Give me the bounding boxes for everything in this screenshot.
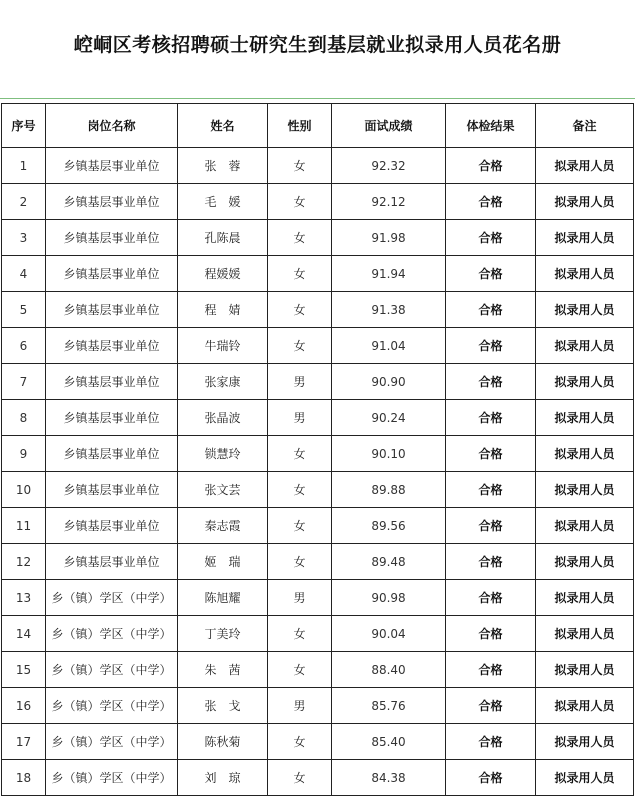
cell-result: 合格 (446, 292, 536, 328)
cell-name: 张文芸 (178, 472, 268, 508)
cell-note: 拟录用人员 (536, 580, 634, 616)
cell-result: 合格 (446, 724, 536, 760)
cell-gender: 男 (268, 400, 332, 436)
cell-result: 合格 (446, 544, 536, 580)
cell-note: 拟录用人员 (536, 652, 634, 688)
cell-note: 拟录用人员 (536, 688, 634, 724)
cell-score: 90.10 (332, 436, 446, 472)
cell-note: 拟录用人员 (536, 328, 634, 364)
cell-seq: 6 (2, 328, 46, 364)
cell-score: 84.38 (332, 760, 446, 796)
cell-name: 姬 瑞 (178, 544, 268, 580)
cell-position: 乡镇基层事业单位 (46, 256, 178, 292)
cell-gender: 男 (268, 688, 332, 724)
table-row (2, 652, 634, 688)
cell-result: 合格 (446, 364, 536, 400)
header-score: 面试成绩 (332, 104, 446, 148)
cell-gender: 女 (268, 436, 332, 472)
cell-result: 合格 (446, 256, 536, 292)
cell-seq: 14 (2, 616, 46, 652)
cell-gender: 女 (268, 292, 332, 328)
cell-seq: 15 (2, 652, 46, 688)
cell-result: 合格 (446, 580, 536, 616)
cell-score: 85.76 (332, 688, 446, 724)
cell-note: 拟录用人员 (536, 760, 634, 796)
cell-position: 乡镇基层事业单位 (46, 148, 178, 184)
cell-score: 89.56 (332, 508, 446, 544)
cell-gender: 女 (268, 508, 332, 544)
cell-seq: 16 (2, 688, 46, 724)
cell-name: 秦志霞 (178, 508, 268, 544)
table-row (2, 760, 634, 796)
cell-score: 91.04 (332, 328, 446, 364)
cell-name: 张 蓉 (178, 148, 268, 184)
cell-seq: 5 (2, 292, 46, 328)
table-row (2, 508, 634, 544)
cell-seq: 3 (2, 220, 46, 256)
table-row (2, 220, 634, 256)
cell-note: 拟录用人员 (536, 148, 634, 184)
header-gender: 性别 (268, 104, 332, 148)
cell-score: 89.88 (332, 472, 446, 508)
cell-result: 合格 (446, 436, 536, 472)
cell-result: 合格 (446, 508, 536, 544)
cell-note: 拟录用人员 (536, 292, 634, 328)
cell-gender: 女 (268, 220, 332, 256)
cell-result: 合格 (446, 472, 536, 508)
cell-result: 合格 (446, 616, 536, 652)
cell-position: 乡（镇）学区（中学） (46, 652, 178, 688)
cell-position: 乡镇基层事业单位 (46, 220, 178, 256)
cell-score: 90.98 (332, 580, 446, 616)
cell-seq: 2 (2, 184, 46, 220)
cell-result: 合格 (446, 400, 536, 436)
cell-note: 拟录用人员 (536, 256, 634, 292)
cell-position: 乡镇基层事业单位 (46, 292, 178, 328)
cell-position: 乡镇基层事业单位 (46, 436, 178, 472)
cell-position: 乡镇基层事业单位 (46, 400, 178, 436)
cell-note: 拟录用人员 (536, 472, 634, 508)
cell-name: 张晶波 (178, 400, 268, 436)
table-row (2, 148, 634, 184)
table-row (2, 364, 634, 400)
cell-seq: 8 (2, 400, 46, 436)
cell-name: 毛 媛 (178, 184, 268, 220)
cell-score: 89.48 (332, 544, 446, 580)
cell-name: 张家康 (178, 364, 268, 400)
cell-note: 拟录用人员 (536, 436, 634, 472)
cell-gender: 女 (268, 724, 332, 760)
cell-name: 程 婧 (178, 292, 268, 328)
cell-gender: 女 (268, 184, 332, 220)
cell-name: 朱 茜 (178, 652, 268, 688)
header-divider (0, 98, 635, 99)
cell-seq: 7 (2, 364, 46, 400)
cell-seq: 9 (2, 436, 46, 472)
table-body (2, 148, 634, 796)
table-row (2, 400, 634, 436)
cell-gender: 女 (268, 328, 332, 364)
cell-name: 丁美玲 (178, 616, 268, 652)
cell-score: 90.90 (332, 364, 446, 400)
cell-gender: 女 (268, 472, 332, 508)
header-name: 姓名 (178, 104, 268, 148)
cell-seq: 12 (2, 544, 46, 580)
table-row (2, 724, 634, 760)
cell-position: 乡（镇）学区（中学） (46, 760, 178, 796)
cell-seq: 10 (2, 472, 46, 508)
cell-position: 乡（镇）学区（中学） (46, 616, 178, 652)
cell-position: 乡镇基层事业单位 (46, 472, 178, 508)
cell-score: 90.24 (332, 400, 446, 436)
table-row (2, 184, 634, 220)
cell-name: 陈旭耀 (178, 580, 268, 616)
cell-seq: 4 (2, 256, 46, 292)
cell-result: 合格 (446, 220, 536, 256)
cell-seq: 17 (2, 724, 46, 760)
cell-gender: 女 (268, 148, 332, 184)
cell-note: 拟录用人员 (536, 508, 634, 544)
cell-position: 乡镇基层事业单位 (46, 364, 178, 400)
cell-position: 乡（镇）学区（中学） (46, 580, 178, 616)
header-seq: 序号 (2, 104, 46, 148)
cell-result: 合格 (446, 328, 536, 364)
cell-position: 乡镇基层事业单位 (46, 544, 178, 580)
cell-seq: 1 (2, 148, 46, 184)
cell-score: 90.04 (332, 616, 446, 652)
cell-score: 91.38 (332, 292, 446, 328)
cell-name: 陈秋菊 (178, 724, 268, 760)
cell-note: 拟录用人员 (536, 616, 634, 652)
cell-result: 合格 (446, 760, 536, 796)
cell-gender: 女 (268, 544, 332, 580)
cell-name: 张 戈 (178, 688, 268, 724)
cell-name: 牛瑞铃 (178, 328, 268, 364)
table-row (2, 472, 634, 508)
cell-position: 乡镇基层事业单位 (46, 508, 178, 544)
cell-score: 88.40 (332, 652, 446, 688)
cell-seq: 11 (2, 508, 46, 544)
cell-note: 拟录用人员 (536, 220, 634, 256)
cell-position: 乡（镇）学区（中学） (46, 724, 178, 760)
cell-score: 92.12 (332, 184, 446, 220)
cell-result: 合格 (446, 688, 536, 724)
cell-result: 合格 (446, 148, 536, 184)
table-header-row (2, 104, 634, 148)
cell-result: 合格 (446, 652, 536, 688)
cell-seq: 13 (2, 580, 46, 616)
cell-position: 乡镇基层事业单位 (46, 328, 178, 364)
cell-note: 拟录用人员 (536, 724, 634, 760)
header-result: 体检结果 (446, 104, 536, 148)
cell-score: 92.32 (332, 148, 446, 184)
table-row (2, 256, 634, 292)
table-row (2, 580, 634, 616)
table-row (2, 292, 634, 328)
cell-name: 刘 琼 (178, 760, 268, 796)
cell-position: 乡（镇）学区（中学） (46, 688, 178, 724)
cell-note: 拟录用人员 (536, 364, 634, 400)
cell-score: 85.40 (332, 724, 446, 760)
cell-name: 锁慧玲 (178, 436, 268, 472)
cell-position: 乡镇基层事业单位 (46, 184, 178, 220)
cell-seq: 18 (2, 760, 46, 796)
cell-result: 合格 (446, 184, 536, 220)
cell-note: 拟录用人员 (536, 544, 634, 580)
cell-score: 91.94 (332, 256, 446, 292)
cell-gender: 女 (268, 652, 332, 688)
table-row (2, 688, 634, 724)
cell-score: 91.98 (332, 220, 446, 256)
header-note: 备注 (536, 104, 634, 148)
table-row (2, 616, 634, 652)
cell-gender: 男 (268, 364, 332, 400)
cell-note: 拟录用人员 (536, 184, 634, 220)
cell-gender: 女 (268, 256, 332, 292)
page-title: 崆峒区考核招聘硕士研究生到基层就业拟录用人员花名册 (73, 34, 562, 56)
cell-gender: 女 (268, 616, 332, 652)
cell-note: 拟录用人员 (536, 400, 634, 436)
header-position: 岗位名称 (46, 104, 178, 148)
cell-name: 孔陈晨 (178, 220, 268, 256)
cell-name: 程媛媛 (178, 256, 268, 292)
table-row (2, 544, 634, 580)
table-row (2, 328, 634, 364)
roster-table (1, 103, 634, 796)
cell-gender: 女 (268, 760, 332, 796)
cell-gender: 男 (268, 580, 332, 616)
table-row (2, 436, 634, 472)
